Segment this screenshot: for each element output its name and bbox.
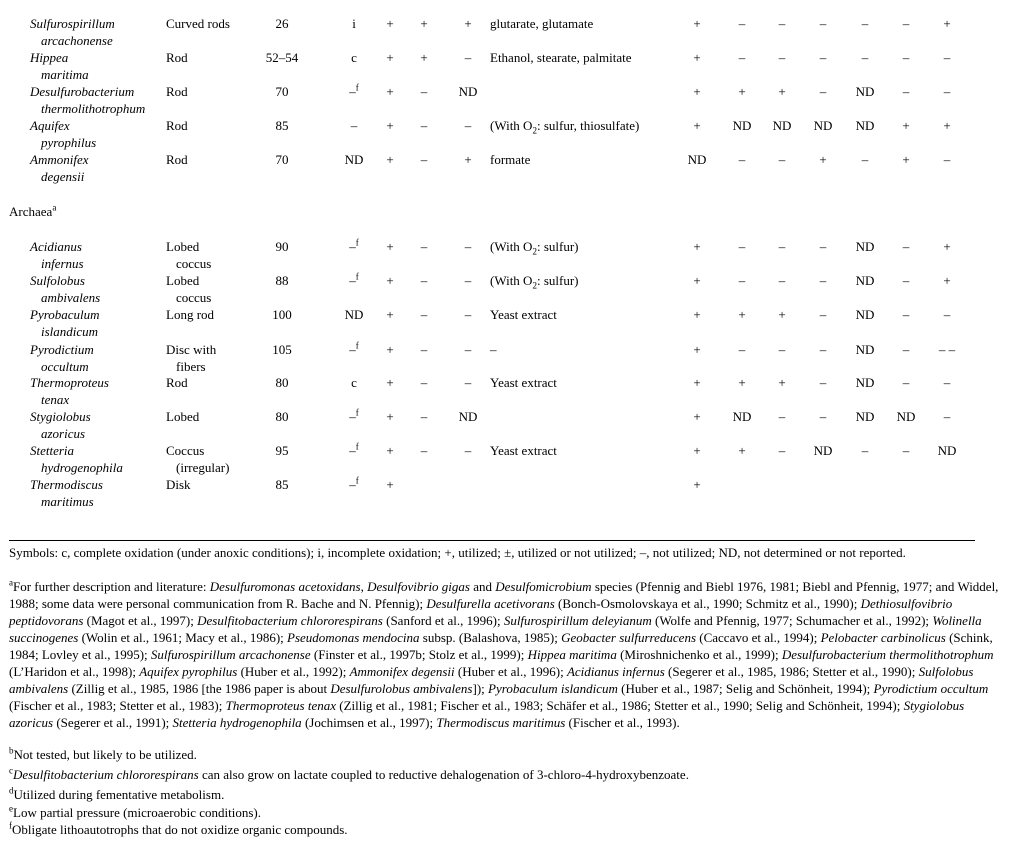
utilization-cell: – xyxy=(420,273,428,288)
acceptor-cell: ND xyxy=(855,84,875,99)
temperature-cell: 70 xyxy=(275,84,289,99)
substrates-cell: (With $O_2$: sulfur, thiosulfate) xyxy=(490,118,640,136)
utilization-cell: + xyxy=(420,50,428,65)
utilization-cell: – xyxy=(420,342,428,357)
acceptor-cell: + xyxy=(693,16,701,31)
acceptor-cell: – xyxy=(861,152,869,167)
substrates-cell: (With $O_2$: sulfur) xyxy=(490,239,579,257)
acceptor-cell: – xyxy=(778,273,786,288)
utilization-cell: – xyxy=(464,50,472,65)
acceptor-cell: – xyxy=(738,50,746,65)
acceptor-cell: + xyxy=(902,118,910,133)
oxidation-cell: –$^f$ xyxy=(349,407,359,424)
organism-name: Hippea maritima xyxy=(30,50,89,82)
utilization-cell: – xyxy=(420,443,428,458)
acceptor-cell: – xyxy=(819,273,827,288)
temperature-cell: 85 xyxy=(275,477,289,492)
acceptor-cell: ND xyxy=(937,443,957,458)
oxidation-cell: c xyxy=(351,50,357,65)
utilization-cell: + xyxy=(386,118,394,133)
cell-shape: Rod xyxy=(166,118,188,133)
acceptor-cell: – xyxy=(943,50,951,65)
acceptor-cell: + xyxy=(693,273,701,288)
oxidation-cell: –$^f$ xyxy=(349,82,359,99)
acceptor-cell: ND xyxy=(732,118,752,133)
acceptor-cell: – xyxy=(819,342,827,357)
utilization-cell: + xyxy=(464,16,472,31)
temperature-cell: 70 xyxy=(275,152,289,167)
utilization-cell: – xyxy=(464,342,472,357)
acceptor-cell: ND xyxy=(687,152,707,167)
acceptor-cell: + xyxy=(902,152,910,167)
footnote-symbols: Symbols: c, complete oxidation (under anoxic conditions); i, incomplete oxidation; +, utilized; ±, utilized or not utilized; –, not utilized; ND, not determined or not reported. xyxy=(9,545,906,560)
acceptor-cell: – xyxy=(902,239,910,254)
acceptor-cell: + xyxy=(693,342,701,357)
oxidation-cell: –$^f$ xyxy=(349,475,359,492)
utilization-cell: – xyxy=(420,118,428,133)
archaea-heading: Archaea$^a$ xyxy=(9,202,57,219)
acceptor-cell: – xyxy=(943,375,951,390)
acceptor-cell: – xyxy=(738,239,746,254)
substrates-cell: formate xyxy=(490,152,531,167)
temperature-cell: 100 xyxy=(272,307,292,322)
acceptor-cell: – xyxy=(738,16,746,31)
acceptor-cell: – xyxy=(778,50,786,65)
acceptor-cell: ND xyxy=(772,118,792,133)
acceptor-cell: ND xyxy=(813,443,833,458)
acceptor-cell: ND xyxy=(855,409,875,424)
temperature-cell: 52–54 xyxy=(265,50,299,65)
acceptor-cell: – xyxy=(902,375,910,390)
acceptor-cell: – xyxy=(902,273,910,288)
acceptor-cell: – xyxy=(861,16,869,31)
acceptor-cell: + xyxy=(693,307,701,322)
acceptor-cell: – xyxy=(861,50,869,65)
acceptor-cell: – xyxy=(819,307,827,322)
cell-shape: Rod xyxy=(166,84,188,99)
acceptor-cell: – xyxy=(819,16,827,31)
footnote-f: $^f$Obligate lithoautotrophs that do not oxidize organic compounds. xyxy=(9,820,348,837)
acceptor-cell: – xyxy=(902,307,910,322)
oxidation-cell: –$^f$ xyxy=(349,340,359,357)
utilization-cell: + xyxy=(386,443,394,458)
utilization-cell: + xyxy=(386,16,394,31)
utilization-cell: – xyxy=(420,307,428,322)
utilization-cell: – xyxy=(464,273,472,288)
acceptor-cell: + xyxy=(693,84,701,99)
acceptor-cell: + xyxy=(778,84,786,99)
acceptor-cell: + xyxy=(778,375,786,390)
utilization-cell: – xyxy=(464,443,472,458)
table-bottom-rule xyxy=(9,540,975,541)
utilization-cell: + xyxy=(386,477,394,492)
organism-name: Thermoproteus tenax xyxy=(30,375,109,407)
acceptor-cell: + xyxy=(693,375,701,390)
utilization-cell: + xyxy=(386,307,394,322)
acceptor-cell: ND xyxy=(855,118,875,133)
acceptor-cell: + xyxy=(738,443,746,458)
acceptor-cell: + xyxy=(693,443,701,458)
utilization-cell: + xyxy=(386,152,394,167)
oxidation-cell: –$^f$ xyxy=(349,237,359,254)
organism-name: Acidianus infernus xyxy=(30,239,84,271)
utilization-cell: – xyxy=(464,239,472,254)
cell-shape: Rod xyxy=(166,50,188,65)
acceptor-cell: – xyxy=(819,375,827,390)
substrates-cell: Yeast extract xyxy=(490,307,557,322)
acceptor-cell: + xyxy=(819,152,827,167)
acceptor-cell: + xyxy=(943,239,951,254)
utilization-cell: – xyxy=(464,118,472,133)
utilization-cell: ND xyxy=(458,84,478,99)
acceptor-cell: + xyxy=(943,273,951,288)
organism-name: Pyrobaculum islandicum xyxy=(30,307,100,339)
acceptor-cell: – xyxy=(738,342,746,357)
acceptor-cell: – xyxy=(902,16,910,31)
cell-shape: Rod xyxy=(166,152,188,167)
acceptor-cell: + xyxy=(693,477,701,492)
oxidation-cell: ND xyxy=(344,152,364,167)
utilization-cell: ND xyxy=(458,409,478,424)
cell-shape: Coccus (irregular) xyxy=(166,443,230,475)
utilization-cell: – xyxy=(420,239,428,254)
footnote-c: $^c$Desulfitobacterium chlororespirans can also grow on lactate coupled to reductive dehalogenation of 3-chloro-4-hydroxybenzoate. xyxy=(9,765,689,782)
acceptor-cell: ND xyxy=(855,273,875,288)
oxidation-cell: –$^f$ xyxy=(349,271,359,288)
substrates-cell: – xyxy=(490,342,497,357)
acceptor-cell: – xyxy=(778,409,786,424)
temperature-cell: 90 xyxy=(275,239,289,254)
temperature-cell: 105 xyxy=(272,342,292,357)
acceptor-cell: – xyxy=(738,273,746,288)
utilization-cell: + xyxy=(386,50,394,65)
acceptor-cell: + xyxy=(943,118,951,133)
acceptor-cell: – xyxy=(902,50,910,65)
organism-name: Stetteria hydrogenophila xyxy=(30,443,123,475)
cell-shape: Long rod xyxy=(166,307,215,322)
oxidation-cell: – xyxy=(350,118,358,133)
temperature-cell: 85 xyxy=(275,118,289,133)
acceptor-cell: – xyxy=(819,84,827,99)
temperature-cell: 95 xyxy=(275,443,289,458)
footnote-a-text: For further description and literature: Desulfuromonas acetoxidans, Desulfovibrio gigas and Desulfomicrobium species (Pfennig and Biebl 1976, 1981; Biebl and Pfennig, 1977; and Widdel, 1988; some data were personal communication from R. Bache and N. Pfennig); Desulfurella acetivorans (Bonch-Osmolovskaya et al., 1990; Schmitz et al., 1990); Dethiosulfovibrio peptidovorans (Magot et al., 1997); Desulfitobacterium chlororespirans (Sanford et al., 1996); Sulfurospirillum deleyianum (Wolfe and Pfennig, 1977; Schumacher et al., 1992); Wolinella succinogenes (Wolin et al., 1961; Macy et al., 1986); Pseudomonas mendocina subsp. (Balashova, 1985); Geobacter sulfurreducens (Caccavo et al., 1994); Pelobacter carbinolicus (Schink, 1984; Lovley et al., 1995); Sulfurospirillum arcachonense (Finster et al., 1997b; Stolz et al., 1999); Hippea maritima (Miroshnichenko et al., 1999); Desulfurobacterium thermolithotrophum (L’Haridon et al., 1998); Aquifex pyrophilus (Huber et al., 1992); Ammonifex degensii (Huber et al., 1996); Acidianus infernus (Segerer et al., 1985, 1986; Stetter et al., 1990); Sulfolobus ambivalens (Zillig et al., 1985, 1986 [the 1986 paper is about Desulfurolobus ambivalens]); Pyrobaculum islandicum (Huber et al., 1987; Selig and Schönheit, 1994); Pyrodictium occultum (Fischer et al., 1983; Stetter et al., 1983); Thermoproteus tenax (Zillig et al., 1981; Fischer et al., 1983; Schäfer et al., 1986; Stetter et al., 1990; Selig and Schönheit, 1994); Stygiolobus azoricus (Segerer et al., 1991); Stetteria hydrogenophila (Jochimsen et al., 1997); Thermodiscus maritimus (Fischer et al., 1993). xyxy=(9,579,999,730)
acceptor-cell: ND xyxy=(855,307,875,322)
acceptor-cell: ND xyxy=(855,375,875,390)
utilization-cell: – xyxy=(420,152,428,167)
cell-shape: Curved rods xyxy=(166,16,230,31)
acceptor-cell: + xyxy=(693,409,701,424)
utilization-cell: + xyxy=(464,152,472,167)
acceptor-cell: – xyxy=(778,443,786,458)
cell-shape: Lobed coccus xyxy=(166,239,212,271)
acceptor-cell: – xyxy=(943,152,951,167)
utilization-cell: + xyxy=(386,239,394,254)
oxidation-cell: –$^f$ xyxy=(349,441,359,458)
acceptor-cell: ND xyxy=(813,118,833,133)
acceptor-cell: – xyxy=(778,16,786,31)
acceptor-cell: – xyxy=(902,443,910,458)
acceptor-cell: – xyxy=(861,443,869,458)
acceptor-cell: – – xyxy=(938,342,956,357)
substrates-cell: glutarate, glutamate xyxy=(490,16,594,31)
oxidation-cell: i xyxy=(352,16,356,31)
cell-shape: Disk xyxy=(166,477,191,492)
utilization-cell: + xyxy=(420,16,428,31)
utilization-cell: + xyxy=(386,84,394,99)
acceptor-cell: – xyxy=(778,152,786,167)
acceptor-cell: – xyxy=(902,84,910,99)
utilization-cell: + xyxy=(386,375,394,390)
organism-name: Sulfurospirillum arcachonense xyxy=(30,16,115,48)
acceptor-cell: – xyxy=(738,152,746,167)
temperature-cell: 80 xyxy=(275,409,289,424)
utilization-cell: – xyxy=(420,375,428,390)
acceptor-cell: – xyxy=(943,409,951,424)
organism-name: Pyrodictium occultum xyxy=(30,342,94,374)
organism-name: Thermodiscus maritimus xyxy=(30,477,103,509)
footnote-b: $^b$Not tested, but likely to be utilized. xyxy=(9,745,197,762)
organism-name: Desulfurobacterium thermolithotrophum xyxy=(30,84,146,116)
acceptor-cell: + xyxy=(738,375,746,390)
acceptor-cell: – xyxy=(819,239,827,254)
acceptor-cell: – xyxy=(943,307,951,322)
acceptor-cell: ND xyxy=(732,409,752,424)
acceptor-cell: + xyxy=(943,16,951,31)
acceptor-cell: + xyxy=(738,84,746,99)
footnote-a: $^a$For further description and literature: Desulfuromonas acetoxidans, Desulfovibrio gigas and Desulfomicrobium species (Pfennig and Biebl 1976, 1981; Biebl and Pfennig, 1977; and Widdel, 1988; some data were personal communication from R. Bache and N. Pfennig); Desulfurella acetivorans (Bonch-Osmolovskaya et al., 1990; Schmitz et al., 1990); Dethiosulfovibrio peptidovorans (Magot et al., 1997); Desulfitobacterium chlororespirans (Sanford et al., 1996); Sulfurospirillum deleyianum (Wolfe and Pfennig, 1977; Schumacher et al., 1992); Wolinella succinogenes (Wolin et al., 1961; Macy et al., 1986); Pseudomonas mendocina subsp. (Balashova, 1985); Geobacter sulfurreducens (Caccavo et al., 1994); Pelobacter carbinolicus (Schink, 1984; Lovley et al., 1995); Sulfurospirillum arcachonense (Finster et al., 1997b; Stolz et al., 1999); Hippea maritima (Miroshnichenko et al., 1999); Desulfurobacterium thermolithotrophum (L’Haridon et al., 1998); Aquifex pyrophilus (Huber et al., 1992); Ammonifex degensii (Huber et al., 1996); Acidianus infernus (Segerer et al., 1985, 1986; Stetter et al., 1990); Sulfolobus ambivalens (Zillig et al., 1985, 1986 [the 1986 paper is about Desulfurolobus ambivalens]); Pyrobaculum islandicum (Huber et al., 1987; Selig and Schönheit, 1994); Pyrodictium occultum (Fischer et al., 1983; Stetter et al., 1983); Thermoproteus tenax (Zillig et al., 1981; Fischer et al., 1983; Schäfer et al., 1986; Stetter et al., 1990; Selig and Schönheit, 1994); Stygiolobus azoricus (Segerer et al., 1991); Stetteria hydrogenophila (Jochimsen et al., 1997); Thermodiscus maritimus (Fischer et al., 1993). xyxy=(9,577,999,730)
substrates-cell: (With $O_2$: sulfur) xyxy=(490,273,579,291)
substrates-cell: Yeast extract xyxy=(490,443,557,458)
acceptor-cell: + xyxy=(693,118,701,133)
utilization-cell: + xyxy=(386,409,394,424)
utilization-cell: + xyxy=(386,273,394,288)
temperature-cell: 80 xyxy=(275,375,289,390)
substrates-cell: Yeast extract xyxy=(490,375,557,390)
acceptor-cell: ND xyxy=(896,409,916,424)
temperature-cell: 26 xyxy=(275,16,289,31)
utilization-cell: – xyxy=(420,84,428,99)
cell-shape: Disc with fibers xyxy=(166,342,217,374)
acceptor-cell: – xyxy=(819,409,827,424)
acceptor-cell: – xyxy=(943,84,951,99)
utilization-cell: – xyxy=(420,409,428,424)
acceptor-cell: ND xyxy=(855,239,875,254)
organism-name: Stygiolobus azoricus xyxy=(30,409,91,441)
acceptor-cell: + xyxy=(693,239,701,254)
acceptor-cell: – xyxy=(819,50,827,65)
substrates-cell: Ethanol, stearate, palmitate xyxy=(490,50,632,65)
footnote-d: $^d$Utilized during fementative metabolism. xyxy=(9,785,225,802)
utilization-cell: – xyxy=(464,307,472,322)
acceptor-cell: + xyxy=(693,50,701,65)
acceptor-cell: + xyxy=(778,307,786,322)
organism-name: Sulfolobus ambivalens xyxy=(30,273,101,305)
acceptor-cell: + xyxy=(738,307,746,322)
utilization-cell: + xyxy=(386,342,394,357)
acceptor-cell: ND xyxy=(855,342,875,357)
acceptor-cell: – xyxy=(902,342,910,357)
oxidation-cell: ND xyxy=(344,307,364,322)
cell-shape: Lobed coccus xyxy=(166,273,212,305)
temperature-cell: 88 xyxy=(275,273,289,288)
organism-name: Aquifex pyrophilus xyxy=(30,118,97,150)
oxidation-cell: c xyxy=(351,375,357,390)
acceptor-cell: – xyxy=(778,239,786,254)
cell-shape: Lobed xyxy=(166,409,200,424)
organism-name: Ammonifex degensii xyxy=(30,152,89,184)
acceptor-cell: – xyxy=(778,342,786,357)
utilization-cell: – xyxy=(464,375,472,390)
footnote-e: $^e$Low partial pressure (microaerobic conditions). xyxy=(9,803,261,820)
cell-shape: Rod xyxy=(166,375,188,390)
